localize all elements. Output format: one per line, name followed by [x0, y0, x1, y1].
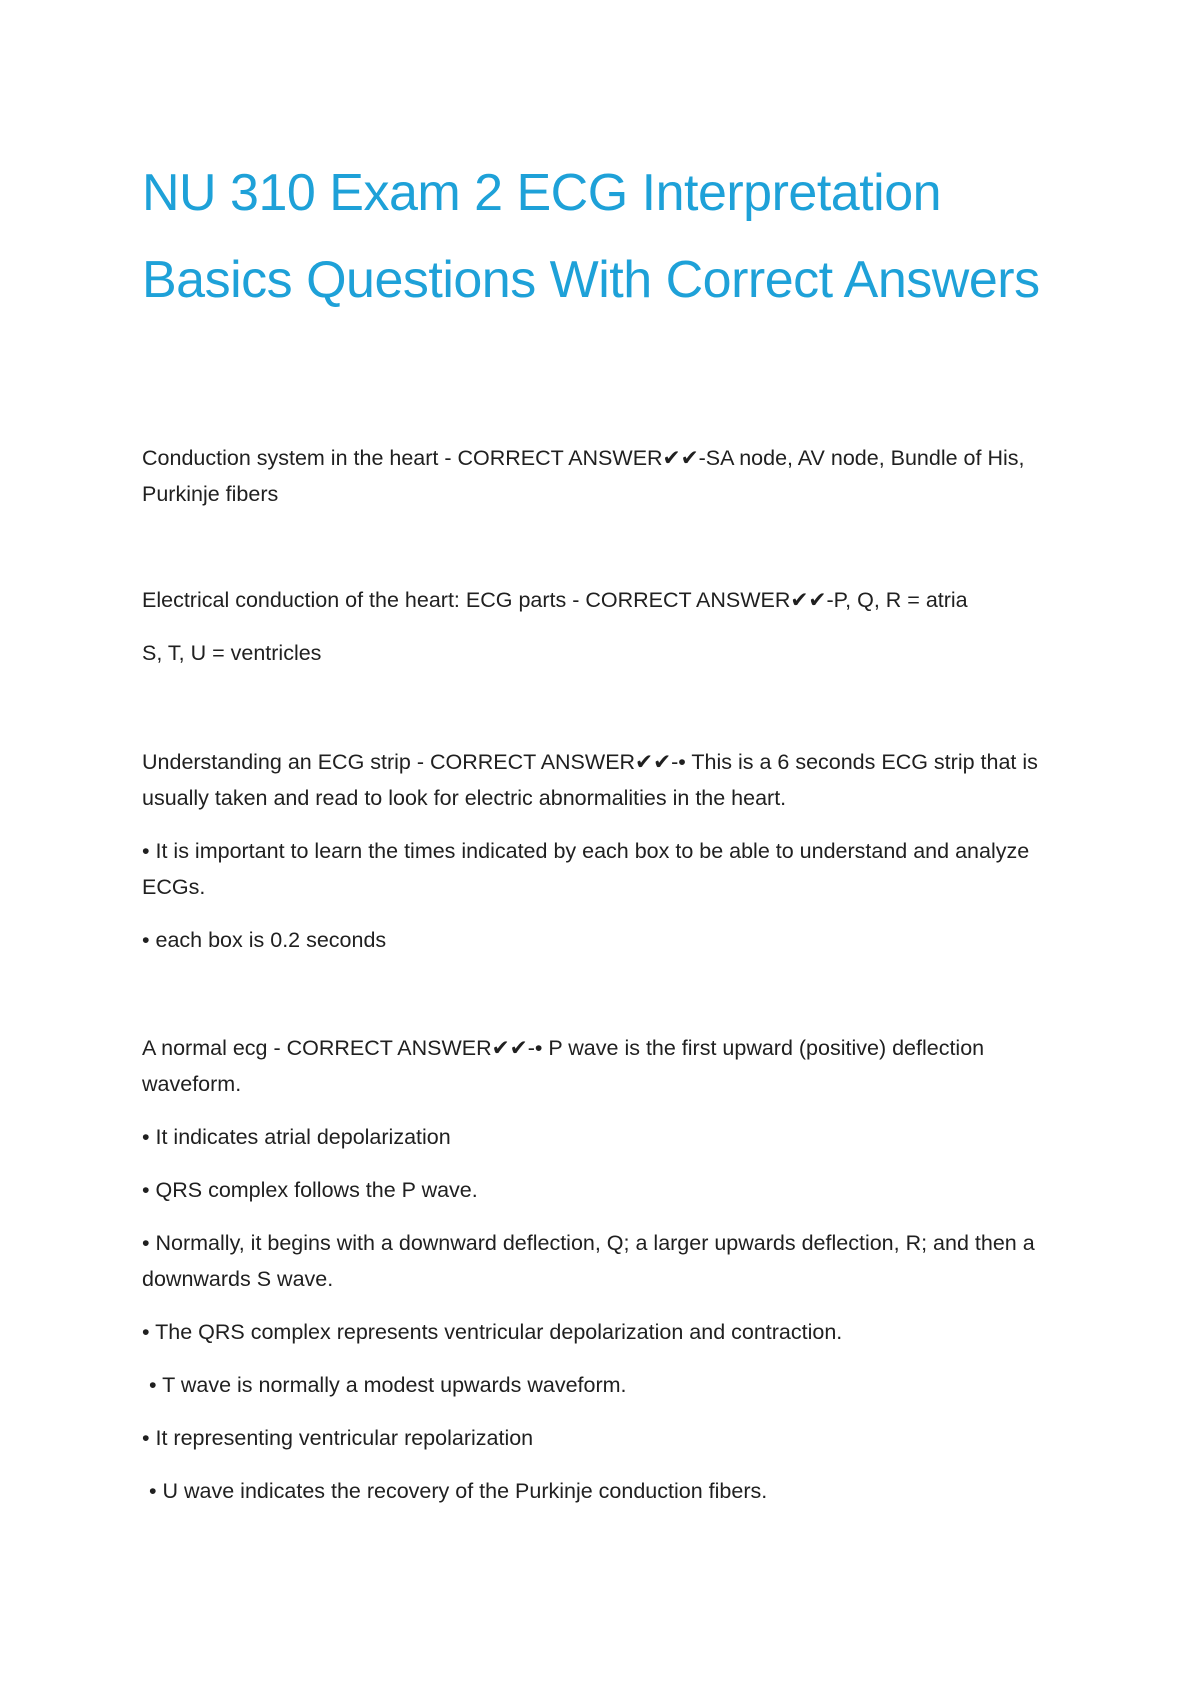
qa-paragraph: Conduction system in the heart - CORRECT ANSWER✔✔-SA node, AV node, Bundle of His, Purkinje fibers [142, 446, 1025, 506]
qa-bullet: • QRS complex follows the P wave. [142, 1178, 478, 1202]
qa-bullet: • U wave indicates the recovery of the Purkinje conduction fibers. [149, 1479, 768, 1503]
qa-item-normal-ecg [142, 1030, 1067, 1509]
qa-item-ecg-strip [142, 744, 1067, 958]
qa-paragraph: A normal ecg - CORRECT ANSWER✔✔-• P wave is the first upward (positive) deflection waveform. [142, 1036, 985, 1096]
qa-bullet: • It indicates atrial depolarization [142, 1125, 451, 1149]
qa-bullet: • each box is 0.2 seconds [142, 928, 387, 952]
qa-bullet: • It representing ventricular repolarization [142, 1426, 534, 1450]
qa-item-conduction-system [142, 440, 1067, 512]
qa-bullet: • The QRS complex represents ventricular depolarization and contraction. [142, 1320, 843, 1344]
qa-bullet: • T wave is normally a modest upwards waveform. [149, 1373, 627, 1397]
qa-paragraph: Electrical conduction of the heart: ECG parts - CORRECT ANSWER✔✔-P, Q, R = atria [142, 588, 968, 612]
qa-paragraph: S, T, U = ventricles [142, 641, 322, 665]
document-title: NU 310 Exam 2 ECG Interpretation Basics Questions With Correct Answers [142, 164, 1040, 309]
qa-bullet: • Normally, it begins with a downward deflection, Q; a larger upwards deflection, R; and then a downwards S wave. [142, 1231, 1035, 1291]
qa-item-ecg-parts [142, 582, 1067, 671]
qa-paragraph: Understanding an ECG strip - CORRECT ANSWER✔✔-• This is a 6 seconds ECG strip that is usually taken and read to look for electric abnormalities in the heart. [142, 750, 1038, 810]
qa-bullet: • It is important to learn the times indicated by each box to be able to understand and analyze ECGs. [142, 839, 1030, 899]
